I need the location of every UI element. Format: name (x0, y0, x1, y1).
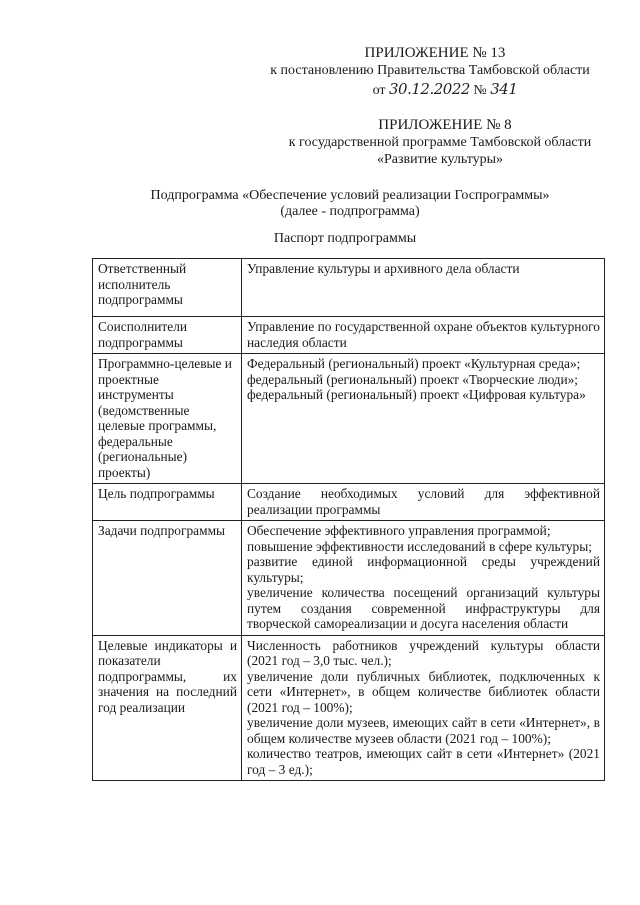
content-line: увеличение доли публичных библиотек, подключенных к сети «Интернет», в общем количестве библиотек области (2021 год – 100%); (247, 668, 600, 715)
row-label: Ответственный исполнитель подпрограммы (93, 259, 242, 317)
row-content (242, 521, 605, 636)
content-line: федеральный (региональный) проект «Цифровая культура» (247, 387, 586, 402)
content-line: увеличение доли музеев, имеющих сайт в сети «Интернет», в общем количестве музеев области (2021 год – 100%); (247, 715, 600, 746)
table-row (93, 317, 605, 354)
appendix-13-date-line (255, 79, 605, 101)
table-row (93, 484, 605, 521)
handwritten-date: 30.12.2022 (389, 80, 470, 98)
content-line: количество театров, имеющих сайт в сети «Интернет» (2021 год – 3 ед.); (247, 746, 600, 777)
subprogram-line1: Подпрограмма «Обеспечение условий реализации Госпрограммы» (150, 188, 550, 203)
content-line: федеральный (региональный) проект «Творческие люди»; (247, 371, 579, 387)
content-line: Управление по государственной охране объектов культурного наследия области (247, 319, 600, 350)
row-content (242, 259, 605, 317)
row-label: Задачи подпрограммы (93, 521, 242, 636)
content-line: увеличение количества посещений организаций культуры путем создания современной инфраструктуры для творческой самореализации и досуга населения области (247, 585, 600, 631)
content-line: Обеспечение эффективного управления программой; (247, 523, 551, 538)
appendix-8-line2: «Развитие культуры» (376, 152, 504, 167)
content-line: Создание необходимых условий для эффективной реализации программы (247, 486, 600, 517)
passport-title: Паспорт подпрограммы (273, 231, 417, 246)
row-label: Целевые индикаторы и показатели подпрограммы, их значения на последний год реализации (93, 635, 242, 781)
handwritten-number: 341 (490, 80, 518, 98)
appendix-8-title: ПРИЛОЖЕНИЕ № 8 (378, 117, 512, 133)
number-prefix: № (473, 83, 487, 98)
table-row (93, 259, 605, 317)
content-line: развитие единой информационной среды учреждений культуры; (247, 554, 600, 585)
row-content (242, 354, 605, 484)
subprogram-heading (100, 188, 600, 220)
table-row (93, 354, 605, 484)
content-line: Федеральный (региональный) проект «Культурная среда»; (247, 356, 581, 371)
row-content (242, 635, 605, 781)
table-row (93, 521, 605, 636)
appendix-13-header (255, 44, 605, 101)
table-row (93, 635, 605, 781)
row-content (242, 317, 605, 354)
appendix-13-line1: к постановлению Правительства Тамбовской области (270, 63, 590, 78)
content-line: повышение эффективности исследований в сфере культуры; (247, 538, 592, 554)
row-label: Цель подпрограммы (93, 484, 242, 521)
appendix-8-header (265, 116, 615, 168)
appendix-13-title: ПРИЛОЖЕНИЕ № 13 (364, 45, 506, 61)
from-prefix: от (372, 83, 386, 98)
row-label: Соисполнители подпрограммы (93, 317, 242, 354)
appendix-8-line1: к государственной программе Тамбовской области (288, 135, 592, 150)
content-line: Численность работников учреждений культуры области (2021 год – 3,0 тыс. чел.); (247, 637, 600, 668)
row-content (242, 484, 605, 521)
content-line: Управление культуры и архивного дела области (247, 261, 520, 276)
passport-table (92, 258, 605, 781)
row-label: Программно-целевые и проектные инструменты (ведомственные целевые программы, федеральные (региональные) проекты) (93, 354, 242, 484)
subprogram-line2: (далее - подпрограмма) (280, 204, 420, 219)
